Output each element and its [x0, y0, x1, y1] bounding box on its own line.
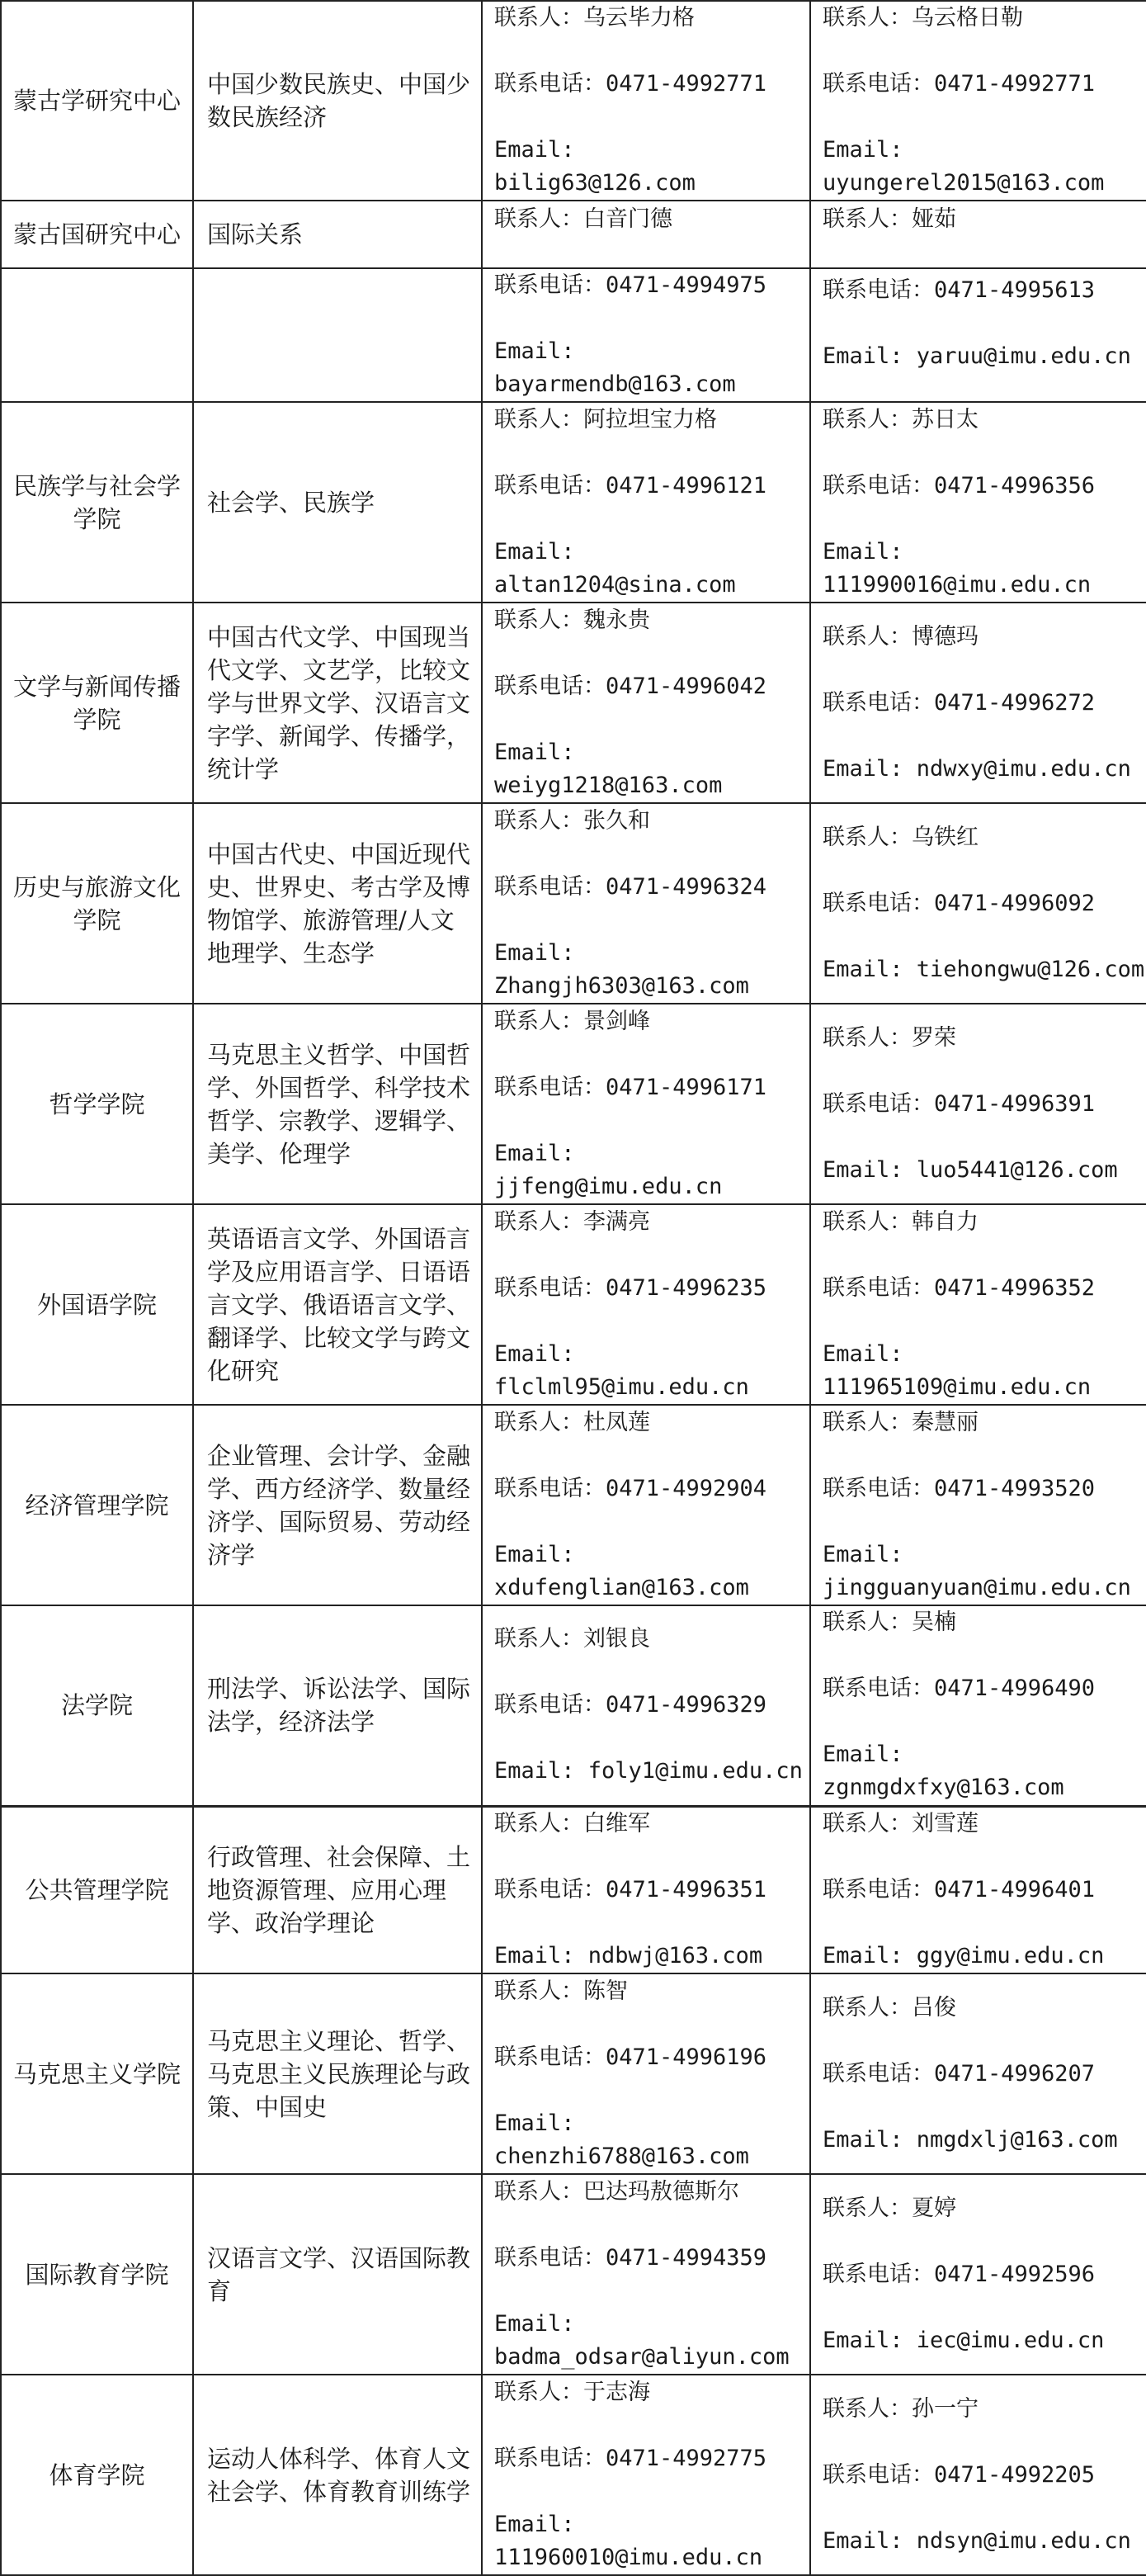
contact-email[interactable]: weiyg1218@163.com [494, 772, 723, 798]
contact-primary [482, 201, 810, 268]
contact-name: 联系人：博德玛 [823, 623, 979, 650]
contact-phone: 联系电话：0471-4996235 [494, 1274, 767, 1301]
contact-phone: 联系电话：0471-4994359 [494, 2244, 767, 2271]
contact-email[interactable]: Email: ndwxy@imu.edu.cn [823, 755, 1131, 782]
research-fields: 汉语言文学、汉语国际教育 [193, 2174, 482, 2375]
contact-name: 联系人：张久和 [494, 807, 650, 834]
contact-name: 联系人：罗荣 [823, 1024, 956, 1051]
research-fields: 中国古代文学、中国现当代文学、文艺学，比较文学与世界文学、汉语言文字学、新闻学、传播学，统计学 [193, 603, 482, 803]
contact-name: 联系人：魏永贵 [494, 607, 650, 633]
contact-phone: 联系电话：0471-4996272 [823, 689, 1096, 716]
department-name: 蒙古学研究中心 [1, 1, 193, 201]
department-name: 历史与旅游文化 学院 [1, 803, 193, 1004]
department-name: 国际教育学院 [1, 2174, 193, 2375]
contact-name: 联系人：陈智 [494, 1978, 628, 2004]
contact-phone: 联系电话：0471-4996401 [823, 1876, 1096, 1902]
contact-email[interactable]: 111965109@imu.edu.cn [823, 1373, 1092, 1400]
contact-name: 联系人：白音门德 [494, 206, 672, 232]
contact-primary [482, 1, 810, 201]
contact-email[interactable]: jjfeng@imu.edu.cn [494, 1173, 723, 1199]
contact-name: 联系人：乌云格日勒 [823, 5, 1023, 31]
contact-email[interactable]: bilig63@126.com [494, 170, 696, 196]
contact-email[interactable]: bayarmendb@163.com [494, 371, 736, 397]
table-row [1, 2174, 1146, 2375]
email-label: Email: [494, 1541, 575, 1567]
contact-phone: 联系电话：0471-4992771 [823, 71, 1096, 97]
email-label: Email: [494, 2310, 575, 2337]
contact-email[interactable]: 111990016@imu.edu.cn [823, 571, 1092, 598]
contact-phone: 联系电话：0471-4996121 [494, 472, 767, 499]
contact-phone: 联系电话：0471-4996207 [823, 2060, 1096, 2087]
department-name: 法学院 [1, 1605, 193, 1806]
contact-email[interactable]: jingguanyuan@imu.edu.cn [823, 1574, 1131, 1600]
email-label: Email: [823, 1541, 903, 1567]
contact-phone: 联系电话：0471-4996324 [494, 873, 767, 900]
contact-name: 联系人：孙一宁 [823, 2395, 979, 2422]
department-name: 文学与新闻传播 学院 [1, 603, 193, 803]
contact-name: 联系人：景剑峰 [494, 1008, 650, 1034]
table-row [1, 402, 1146, 603]
contact-phone: 联系电话：0471-4996042 [494, 673, 767, 699]
department-name: 民族学与社会学 学院 [1, 402, 193, 603]
contact-phone: 联系电话：0471-4992904 [494, 1475, 767, 1501]
department-name: 哲学学院 [1, 1004, 193, 1204]
contact-email[interactable]: altan1204@sina.com [494, 571, 736, 598]
contact-secondary [810, 1405, 1146, 1605]
contact-primary [482, 803, 810, 1004]
contact-email[interactable]: Email: foly1@imu.edu.cn [494, 1758, 803, 1784]
table-row [1, 201, 1146, 268]
contact-primary [482, 402, 810, 603]
email-label: Email: [494, 939, 575, 966]
contact-email[interactable]: chenzhi6788@163.com [494, 2143, 749, 2169]
contact-secondary [810, 201, 1146, 268]
contact-secondary [810, 1973, 1146, 2174]
contact-phone: 联系电话：0471-4996391 [823, 1090, 1096, 1117]
contact-phone: 联系电话：0471-4994975 [494, 272, 767, 298]
research-fields: 企业管理、会计学、金融学、西方经济学、数量经济学、国际贸易、劳动经济学 [193, 1405, 482, 1605]
contact-name: 联系人：刘银良 [494, 1626, 650, 1652]
email-label: Email: [494, 137, 575, 163]
contact-email[interactable]: Email: ndsyn@imu.edu.cn [823, 2527, 1131, 2554]
email-label: Email: [823, 137, 903, 163]
contact-secondary [810, 603, 1146, 803]
research-fields: 刑法学、诉讼法学、国际法学，经济法学 [193, 1605, 482, 1806]
research-fields: 马克思主义理论、哲学、马克思主义民族理论与政策、中国史 [193, 1973, 482, 2174]
contact-secondary [810, 2375, 1146, 2575]
contact-email[interactable]: Email: ggy@imu.edu.cn [823, 1942, 1105, 1969]
contact-primary [482, 1204, 810, 1405]
contact-email[interactable]: uyungerel2015@163.com [823, 170, 1105, 196]
contact-secondary [810, 1, 1146, 201]
contact-phone: 联系电话：0471-4996329 [494, 1692, 767, 1718]
contact-primary [482, 1973, 810, 2174]
contact-primary [482, 603, 810, 803]
contact-phone: 联系电话：0471-4993520 [823, 1475, 1096, 1501]
email-label: Email: [823, 1340, 903, 1367]
contact-secondary [810, 1806, 1146, 1973]
contact-email[interactable]: Email: yaruu@imu.edu.cn [823, 343, 1131, 369]
email-label: Email: [494, 338, 575, 364]
contact-primary [482, 2375, 810, 2575]
contact-primary [482, 1405, 810, 1605]
contact-phone: 联系电话：0471-4996092 [823, 890, 1096, 916]
research-fields: 国际关系 [193, 201, 482, 268]
contact-primary [482, 268, 810, 402]
contact-primary [482, 1605, 810, 1806]
contact-name: 联系人：刘雪莲 [823, 1810, 979, 1836]
contact-phone: 联系电话：0471-4992596 [823, 2261, 1096, 2287]
table-row [1, 2375, 1146, 2575]
contact-phone: 联系电话：0471-4992775 [494, 2445, 767, 2471]
contact-name: 联系人：杜凤莲 [494, 1409, 650, 1435]
research-fields: 社会学、民族学 [193, 402, 482, 603]
email-label: Email: [494, 1140, 575, 1166]
contact-secondary [810, 1204, 1146, 1405]
contact-secondary [810, 1004, 1146, 1204]
contact-phone: 联系电话：0471-4996352 [823, 1274, 1096, 1301]
email-label: Email: [494, 739, 575, 765]
table-row [1, 268, 1146, 402]
contact-secondary [810, 268, 1146, 402]
contact-email[interactable]: xdufenglian@163.com [494, 1574, 749, 1600]
email-label: Email: [494, 538, 575, 565]
table-row [1, 603, 1146, 803]
contact-secondary [810, 803, 1146, 1004]
contact-name: 联系人：巴达玛敖德斯尔 [494, 2178, 739, 2205]
contact-phone: 联系电话：0471-4996196 [494, 2044, 767, 2070]
contact-email[interactable]: Email: tiehongwu@126.com [823, 956, 1145, 982]
contact-name: 联系人：乌铁红 [823, 824, 979, 850]
table-row [1, 1405, 1146, 1605]
email-label: Email: [823, 1742, 903, 1768]
contact-name: 联系人：夏婷 [823, 2195, 956, 2221]
department-name: 公共管理学院 [1, 1806, 193, 1973]
table-row [1, 803, 1146, 1004]
research-fields [193, 268, 482, 402]
contact-email[interactable]: badma_odsar@aliyun.com [494, 2343, 790, 2370]
contact-email[interactable]: Email: nmgdxlj@163.com [823, 2126, 1118, 2153]
table-row [1, 1, 1146, 201]
department-name: 外国语学院 [1, 1204, 193, 1405]
contact-phone: 联系电话：0471-4996356 [823, 472, 1096, 499]
contact-primary [482, 1004, 810, 1204]
contact-secondary [810, 1605, 1146, 1806]
contact-phone: 联系电话：0471-4995613 [823, 277, 1096, 303]
contact-name: 联系人：于志海 [494, 2379, 650, 2405]
contact-secondary [810, 402, 1146, 603]
table-row [1, 1973, 1146, 2174]
contact-email[interactable]: zgnmgdxfxy@163.com [823, 1775, 1064, 1801]
contact-name: 联系人：乌云毕力格 [494, 5, 695, 31]
contact-phone: 联系电话：0471-4992205 [823, 2461, 1096, 2488]
contact-email[interactable]: 111960010@imu.edu.cn [494, 2544, 763, 2570]
email-label: Email: [823, 538, 903, 565]
contact-phone: 联系电话：0471-4996171 [494, 1074, 767, 1100]
email-label: Email: [494, 2511, 575, 2537]
contact-name: 联系人：苏日太 [823, 406, 979, 432]
research-fields: 运动人体科学、体育人文社会学、体育教育训练学 [193, 2375, 482, 2575]
contact-phone: 联系电话：0471-4996490 [823, 1676, 1096, 1702]
department-name: 体育学院 [1, 2375, 193, 2575]
contact-primary [482, 2174, 810, 2375]
email-label: Email: [494, 2110, 575, 2136]
contact-email[interactable]: flclml95@imu.edu.cn [494, 1373, 749, 1400]
contact-name: 联系人：吴楠 [823, 1609, 956, 1636]
contact-name: 联系人：李满亮 [494, 1208, 650, 1235]
contact-name: 联系人：阿拉坦宝力格 [494, 406, 717, 432]
department-name: 马克思主义学院 [1, 1973, 193, 2174]
contact-email[interactable]: Email: iec@imu.edu.cn [823, 2327, 1105, 2353]
table-row [1, 1004, 1146, 1204]
department-name [1, 268, 193, 402]
contact-name: 联系人：秦慧丽 [823, 1409, 979, 1435]
email-label: Email: [494, 1340, 575, 1367]
table-row [1, 1806, 1146, 1973]
contact-email[interactable]: Zhangjh6303@163.com [494, 972, 749, 999]
research-fields: 中国少数民族史、中国少数民族经济 [193, 1, 482, 201]
research-fields: 马克思主义哲学、中国哲学、外国哲学、科学技术哲学、宗教学、逻辑学、美学、伦理学 [193, 1004, 482, 1204]
contact-name: 联系人：韩自力 [823, 1208, 979, 1235]
contact-name: 联系人：娅茹 [823, 206, 956, 232]
contact-name: 联系人：吕俊 [823, 1994, 956, 2021]
contact-primary [482, 1806, 810, 1973]
department-name: 经济管理学院 [1, 1405, 193, 1605]
table-row [1, 1204, 1146, 1405]
research-fields: 英语语言文学、外国语言学及应用语言学、日语语言文学、俄语语言文学、翻译学、比较文学与跨文化研究 [193, 1204, 482, 1405]
contact-email[interactable]: Email: luo5441@126.com [823, 1156, 1118, 1183]
contact-name: 联系人：白维军 [494, 1810, 650, 1836]
contact-phone: 联系电话：0471-4996351 [494, 1876, 767, 1902]
research-fields: 行政管理、社会保障、土地资源管理、应用心理学、政治学理论 [193, 1806, 482, 1973]
contact-secondary [810, 2174, 1146, 2375]
table-row [1, 1605, 1146, 1806]
contact-phone: 联系电话：0471-4992771 [494, 71, 767, 97]
contact-email[interactable]: Email: ndbwj@163.com [494, 1942, 763, 1969]
research-fields: 中国古代史、中国近现代史、世界史、考古学及博物馆学、旅游管理/人文地理学、生态学 [193, 803, 482, 1004]
department-name: 蒙古国研究中心 [1, 201, 193, 268]
